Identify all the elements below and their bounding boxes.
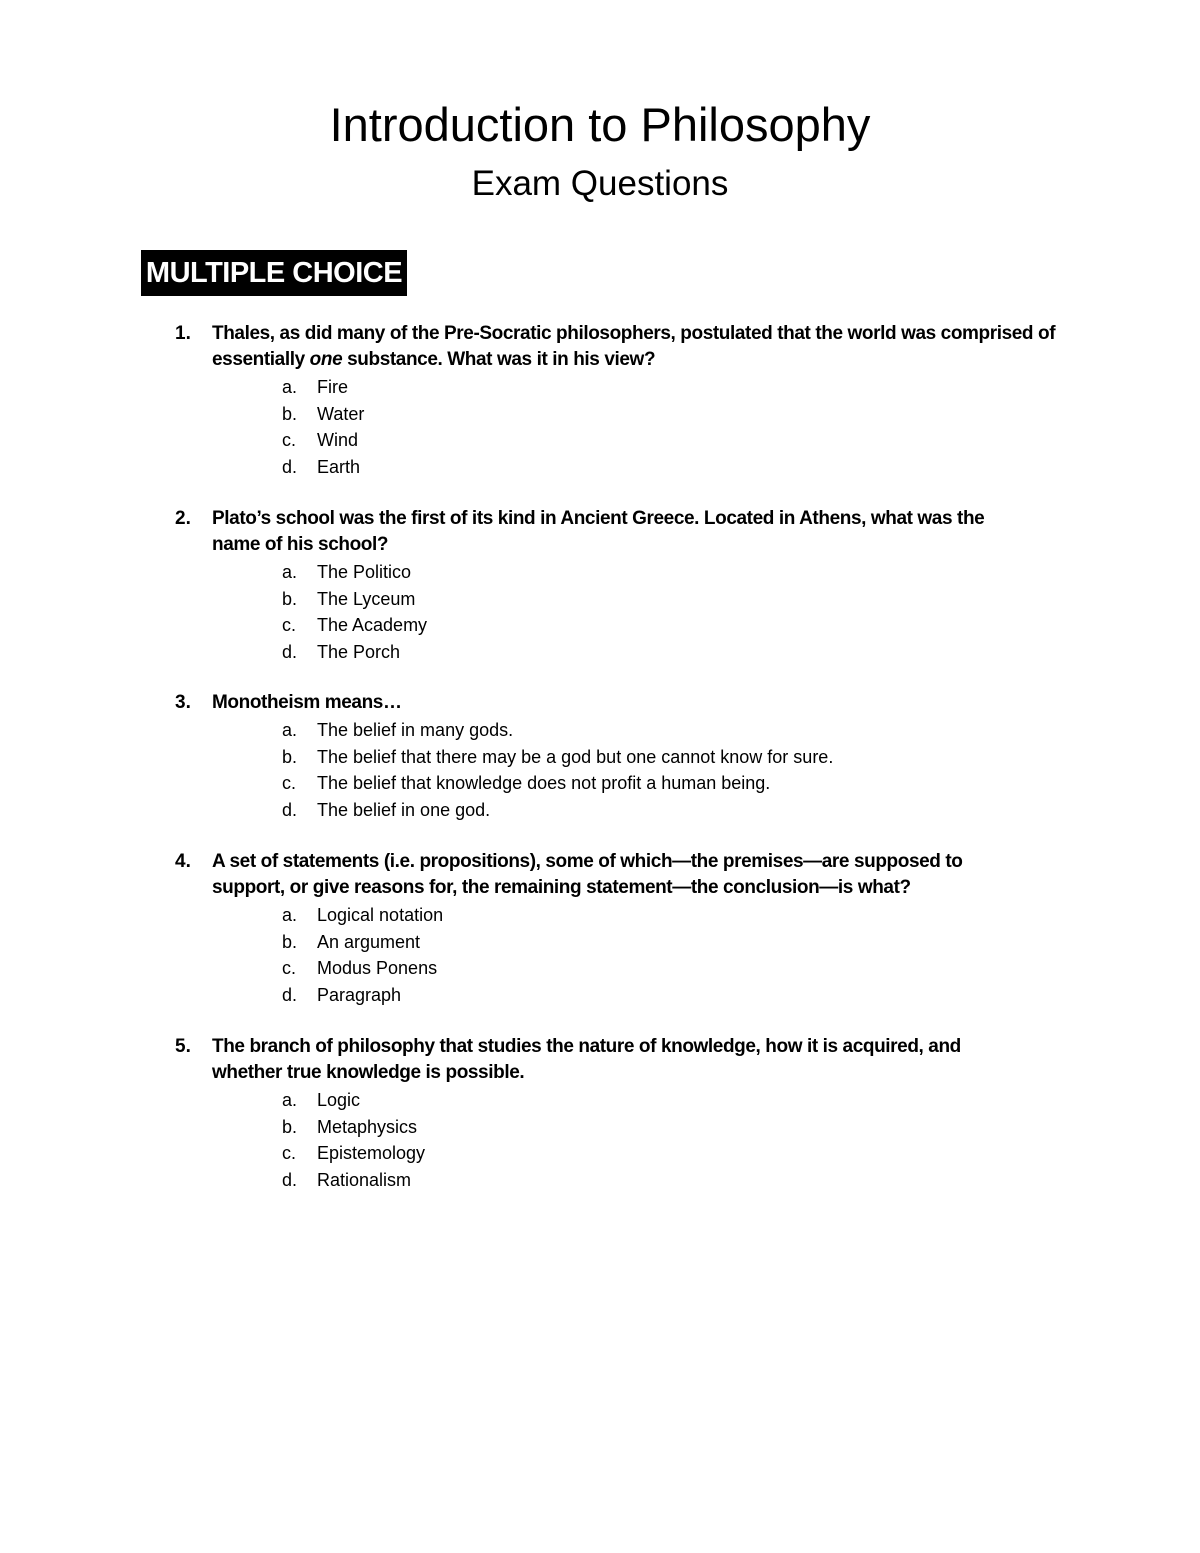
option-letter: c.: [282, 1143, 297, 1163]
option-text: Logical notation: [317, 905, 444, 925]
option-letter: c.: [282, 958, 297, 978]
option-text: Logic: [317, 1090, 361, 1110]
question-text: Monotheism means…: [212, 692, 402, 713]
option-letter: b.: [282, 588, 298, 609]
option-text: Paragraph: [317, 984, 402, 1005]
option-letter: c.: [282, 615, 297, 635]
option-letter: d.: [282, 799, 298, 820]
option-text: Rationalism: [317, 1169, 412, 1190]
option-text: The Academy: [317, 615, 428, 635]
option-letter: a.: [282, 1090, 298, 1110]
question-number: 3.: [175, 692, 191, 713]
option-letter: a.: [282, 377, 298, 397]
option-text: The Porch: [317, 641, 401, 662]
option-letter: b.: [282, 403, 298, 424]
option-text: Fire: [317, 377, 348, 397]
question-number: 2.: [175, 508, 191, 529]
section-heading: MULTIPLE CHOICE: [141, 250, 407, 296]
option-text: Modus Ponens: [317, 958, 438, 978]
option-letter: b.: [282, 746, 298, 767]
option-text: The Lyceum: [317, 588, 416, 609]
question-text: The branch of philosophy that studies the nature of knowledge, how it is acquired, and whether true knowledge is possible.: [212, 1036, 961, 1083]
question-number: 5.: [175, 1036, 191, 1057]
document-subtitle: Exam Questions: [471, 164, 729, 203]
option-text: The Politico: [317, 562, 412, 582]
option-text: The belief that there may be a god but one cannot know for sure.: [317, 746, 834, 767]
option-text: Metaphysics: [317, 1116, 418, 1137]
option-letter: d.: [282, 641, 298, 662]
option-letter: b.: [282, 931, 298, 952]
option-letter: c.: [282, 430, 297, 450]
option-letter: c.: [282, 773, 297, 793]
option-letter: a.: [282, 720, 298, 740]
option-text: Epistemology: [317, 1143, 426, 1163]
question-number: 4.: [175, 851, 191, 872]
option-letter: d.: [282, 984, 298, 1005]
option-text: The belief in one god.: [317, 799, 491, 820]
option-letter: d.: [282, 1169, 298, 1190]
option-letter: a.: [282, 562, 298, 582]
option-text: The belief that knowledge does not profit a human being.: [317, 773, 771, 793]
option-text: An argument: [317, 931, 421, 952]
document-title: Introduction to Philosophy: [329, 98, 871, 151]
option-text: Wind: [317, 430, 359, 450]
option-text: Earth: [317, 456, 361, 477]
question-text: A set of statements (i.e. propositions), some of which—the premises—are supposed to support, or give reasons for, the remaining statement—the conclusion—is what?: [212, 851, 963, 898]
question-text: Thales, as did many of the Pre-Socratic philosophers, postulated that the world was comprised of essentially one substance. What was it in his view?: [212, 323, 1056, 370]
option-text: The belief in many gods.: [317, 720, 514, 740]
option-letter: b.: [282, 1116, 298, 1137]
option-text: Water: [317, 403, 365, 424]
question-text: Plato’s school was the first of its kind in Ancient Greece. Located in Athens, what was the name of his school?: [212, 508, 985, 555]
option-letter: a.: [282, 905, 298, 925]
question-number: 1.: [175, 323, 191, 344]
option-letter: d.: [282, 456, 298, 477]
emphasis-text: one: [309, 349, 343, 370]
